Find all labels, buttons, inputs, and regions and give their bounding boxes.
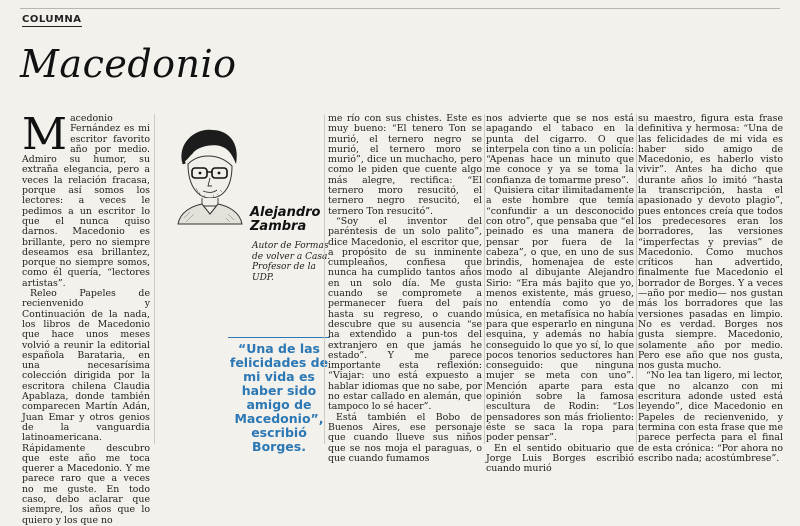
- headline: Macedonio: [20, 42, 237, 86]
- author-bio: Autor de Formas de volver a Casa. Profesor de la UDP.: [252, 241, 331, 283]
- paragraph: “No lea tan ligero, mi lector, que no alcanzo con mi escritura adonde usted está leyendo”, dice Macedonio en Papeles de recienvenido, y termina con esta frase que me parece perfecta para el final de esta crónica: “Por ahora no escribo nada; acostúmbrese”.: [638, 370, 783, 464]
- author-name: Alejandro Zambra: [250, 205, 321, 234]
- column-divider: [324, 114, 325, 444]
- column-3: [328, 113, 482, 464]
- paragraph: Releo Papeles de recienvenido y Continuación de la nada, los libros de Macedonio que hace unos meses volvió a reunir la editorial española Barataria, en una necesarísima colección dirigida por la escritora chilena Claudia Apablaza, donde también comparecen Martín Adán, Juan Emar y otros genios de la vanguardia latinoamericana. Rápidamente descubro que este año me toca querer a Macedonio. Y me parece raro que a veces no me guste. En todo caso, debo aclarar que siempre, los años que lo quiero y los que no: [22, 288, 150, 526]
- section-tag: COLUMNA: [22, 14, 82, 25]
- column-4: [486, 113, 634, 475]
- column-2: [158, 114, 331, 454]
- paragraph: acedonio Fernández es mi escritor favorito año por medio. Admiro su humor, su extraña elegancia, pero a veces la relación fracasa, porque así somos los lectores: a veces le pedimos a un escritor lo que el nunca quiso darnos. Macedonio es brillante, pero no siempre deseamos esa brillantez, porque no siempre somos, como él quería, “lectores artistas”.: [22, 113, 150, 289]
- top-rule: [20, 8, 780, 9]
- pullquote-rule: [228, 337, 330, 338]
- column-divider: [484, 114, 485, 444]
- column-1: [22, 109, 150, 526]
- paragraph: Quisiera citar ilimitadamente a este hombre que temía “confundir a un desconocido con otro”, que pensaba que “el peinado es una manera de pensar por fuera de la cabeza”, o que, en uno de sus brindis, homenajea de este modo al dibujante Alejandro Sirio: “Era más bajito que yo, menos existente, más grueso, no entendía como yo de música, en metafísica no había para que esperarlo en ninguna esquina, y además no había conseguido lo que yo sí, lo que pocos tenorios seductores han conseguido: que ninguna mujer se meta con uno”. Mención aparte para esta opinión sobre la famosa escultura de Rodin: “Los pensadores son más frioliento: éste se saca la ropa para poder pensar”.: [486, 185, 634, 444]
- paragraph: Está también el Bobo de Buenos Aires, ese personaje que cuando llueve sus niños que se nos moja el paraguas, o que cuando fumamos: [328, 411, 482, 464]
- paragraph: su maestro, figura esta frase definitiva y hermosa: “Una de las felicidades de mi vida es haber sido amigo de Macedonio, es haberlo visto vivir”. Antes ha dicho que durante años lo imitó “hasta la transcripción, hasta el apasionado y devoto plagio”, pues entonces creía que todos los predecesores eran los borradores, las versiones “imperfectas y previas” de Macedonio. Como muchos críticos han advertido, finalmente fue Macedonio el borrador de Borges. Y a veces —año por medio— nos gustan más los borradores que las versiones pasadas en limpio. No es verdad. Borges nos gusta siempre. Macedonio, solamente año por medio. Pero ese año que nos gusta, nos gusta mucho.: [638, 113, 783, 372]
- paragraph: “Soy el inventor del paréntesis de un solo palito”, dice Macedonio, el escritor que, a propósito de su inminente cumpleaños, confiesa que nunca ha cumplido tantos años en un solo día. Me gusta cuando se compromete a permanecer fuera del país hasta su regreso, o cuando descubre que su ausencia “se ha extendido a pun-tos del extranjero en que jamás he estado”. Y me parece importante esta reflexión: “Viajar: uno está expuesto a hablar idiomas que no sabe, por no estar callado en alemán, que tampoco lo sé hacer”.: [328, 215, 482, 413]
- paragraph: En el sentido obituario que Jorge Luis Borges escribió cuando murió: [486, 442, 634, 475]
- column-5: [638, 113, 783, 464]
- paragraph: nos advierte que se nos está apagando el tabaco en la punta del cigarro. O que interpela con tino a un policía: “Apenas hace un minuto que me conoce y ya se toma la confianza de tomarme preso”.: [486, 113, 634, 186]
- paragraph: me río con sus chistes. Este es muy bueno: “El tenero Ton se murió, el ternero negro se murió, el ternero moro se murió”, dice un muchacho, pero como le piden que cuente algo más alegre, rectifica: “El ternero moro resucitó, el ternero negro resucitó, el ternero Ton resucitó”.: [328, 113, 482, 217]
- author-portrait-illustration: [168, 124, 248, 224]
- dropcap: M: [22, 109, 68, 160]
- pullquote: “Una de las felicidades de mi vida es haber sido amigo de Macedonio”, escribió Borges.: [229, 341, 329, 454]
- column-divider: [154, 114, 155, 444]
- column-divider: [636, 114, 637, 444]
